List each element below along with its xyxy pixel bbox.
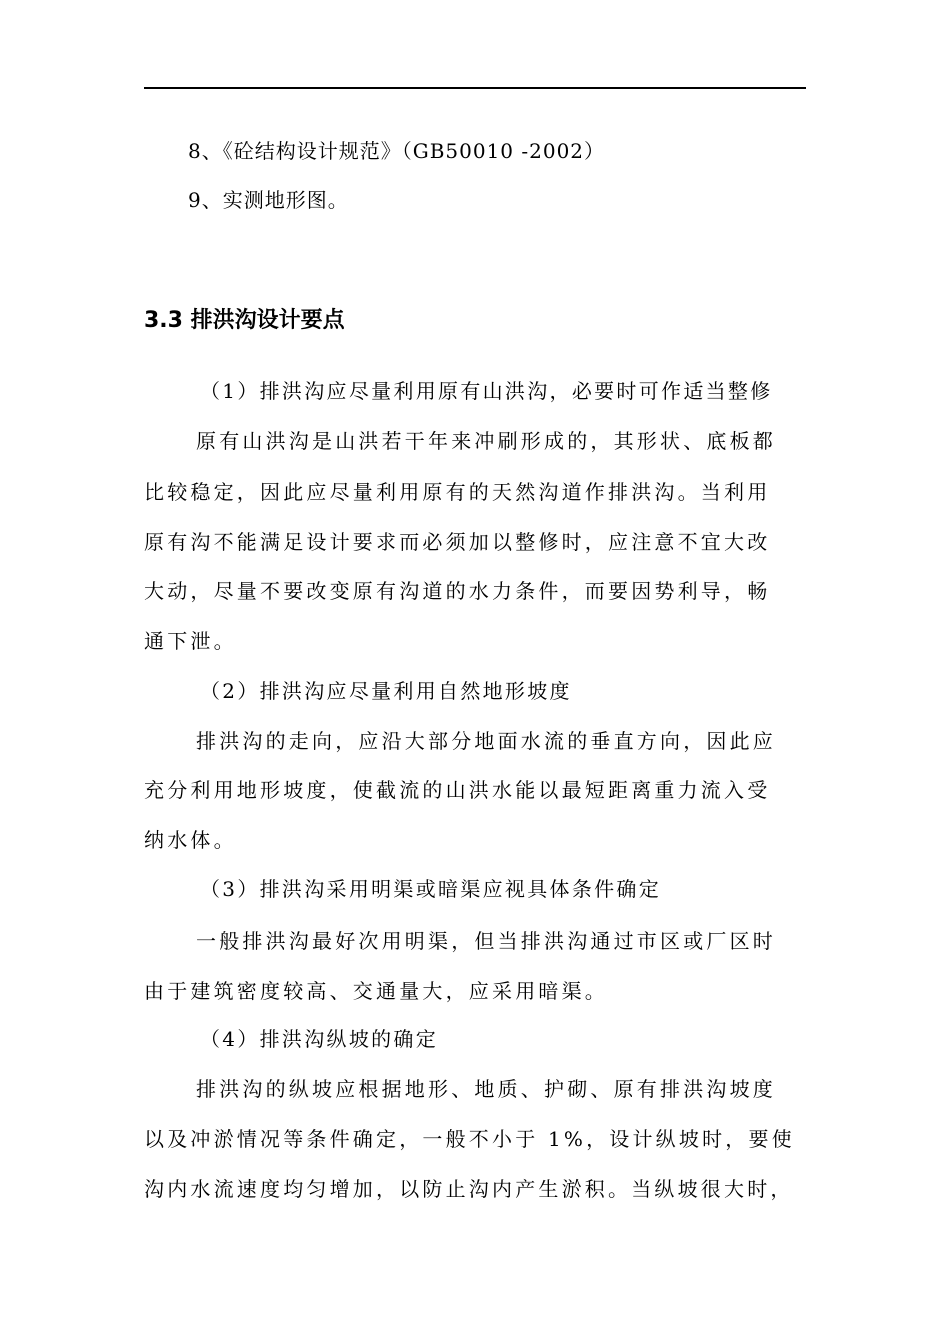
paragraph-line: 排洪沟的纵坡应根据地形、地质、护砌、原有排洪沟坡度 [196,1077,776,1101]
paragraph-line: 大动，尽量不要改变原有沟道的水力条件，而要因势利导，畅 [144,579,771,603]
paragraph-line: 原有沟不能满足设计要求而必须加以整修时，应注意不宜大改 [144,530,771,554]
subheading-2: （2）排洪沟应尽量利用自然地形坡度 [200,679,572,703]
subheading-1: （1）排洪沟应尽量利用原有山洪沟，必要时可作适当整修 [200,379,773,403]
paragraph-line: 一般排洪沟最好次用明渠，但当排洪沟通过市区或厂区时 [196,929,776,953]
paragraph-line: 充分利用地形坡度，使截流的山洪水能以最短距离重力流入受 [144,778,771,802]
subheading-4: （4）排洪沟纵坡的确定 [200,1027,439,1051]
reference-item-9: 9、实测地形图。 [188,188,349,212]
paragraph-line: 沟内水流速度均匀增加，以防止沟内产生淤积。当纵坡很大时， [144,1177,794,1201]
paragraph-line: 比较稳定，因此应尽量利用原有的天然沟道作排洪沟。当利用 [144,480,771,504]
subheading-3: （3）排洪沟采用明渠或暗渠应视具体条件确定 [200,877,662,901]
paragraph-line: 由于建筑密度较高、交通量大，应采用暗渠。 [144,979,608,1003]
reference-item-8: 8、《砼结构设计规范》（GB50010 -2002） [188,139,606,163]
section-heading: 3.3 排洪沟设计要点 [144,308,345,333]
paragraph-line: 排洪沟的走向，应沿大部分地面水流的垂直方向，因此应 [196,729,776,753]
paragraph-line: 以及冲淤情况等条件确定，一般不小于 1%，设计纵坡时，要使 [144,1127,795,1151]
paragraph-line: 通下泄。 [144,629,237,653]
paragraph-line: 纳水体。 [144,828,237,852]
paragraph-line: 原有山洪沟是山洪若干年来冲刷形成的，其形状、底板都 [196,429,776,453]
header-rule [144,87,806,89]
